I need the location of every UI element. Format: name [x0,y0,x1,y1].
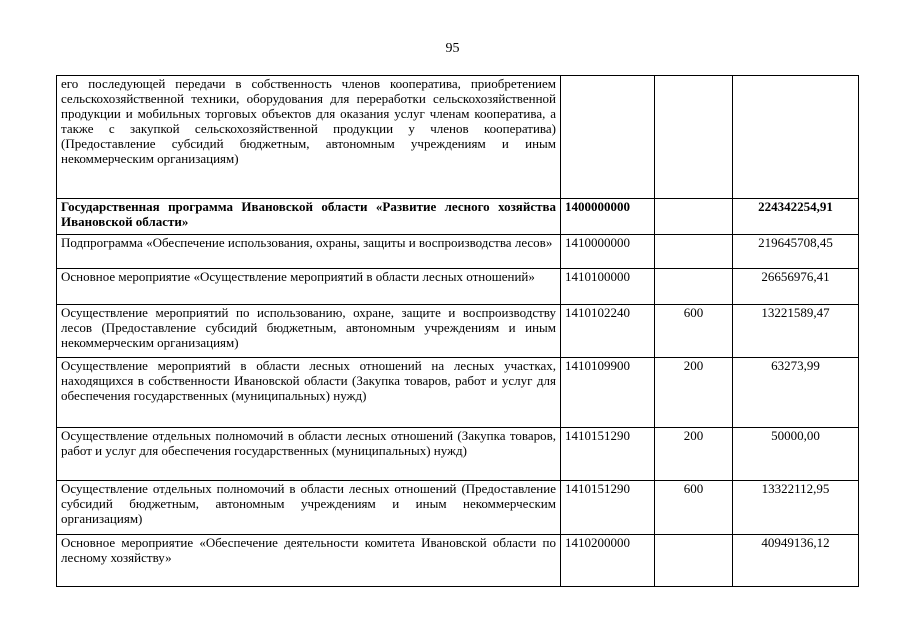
table-row [57,535,859,587]
row-name-cell: Осуществление отдельных полномочий в области лесных отношений (Предоставление субсидий бюджетным, автономным учреждениям и иным некоммерческим организациям) [57,481,561,535]
row-name-cell: Основное мероприятие «Обеспечение деятельности комитета Ивановской области по лесному хозяйству» [57,535,561,587]
row-type-cell [655,269,733,305]
table-row [57,76,859,199]
row-code-cell: 1410200000 [561,535,655,587]
row-sum-cell: 26656976,41 [733,269,859,305]
row-code-cell: 1410102240 [561,305,655,358]
row-type-cell [655,199,733,235]
row-name-cell: Государственная программа Ивановской области «Развитие лесного хозяйства Ивановской области» [57,199,561,235]
row-sum-cell: 13221589,47 [733,305,859,358]
row-code-cell: 1410151290 [561,428,655,481]
row-name-cell: его последующей передачи в собственность членов кооператива, приобретением сельскохозяйственной техники, оборудования для переработки сельскохозяйственной продукции и мобильных торговых объектов для оказания услуг членам кооператива, а также с закупкой сельскохозяйственной продукции у членов кооператива) (Предоставление субсидий бюджетным, автономным учреждениям и иным некоммерческим организациям) [57,76,561,199]
row-code-cell: 1410109900 [561,358,655,428]
row-code-cell: 1400000000 [561,199,655,235]
row-sum-cell [733,76,859,199]
row-name-cell: Подпрограмма «Обеспечение использования, охраны, защиты и воспроизводства лесов» [57,235,561,269]
table-row [57,358,859,428]
row-type-cell: 200 [655,428,733,481]
row-sum-cell: 63273,99 [733,358,859,428]
row-code-cell [561,76,655,199]
row-sum-cell: 50000,00 [733,428,859,481]
budget-table [56,75,859,587]
row-type-cell: 600 [655,481,733,535]
row-type-cell: 600 [655,305,733,358]
row-type-cell: 200 [655,358,733,428]
row-sum-cell: 219645708,45 [733,235,859,269]
row-name-cell: Осуществление отдельных полномочий в области лесных отношений (Закупка товаров, работ и услуг для обеспечения государственных (муниципальных) нужд) [57,428,561,481]
table-row [57,199,859,235]
row-name-cell: Осуществление мероприятий по использованию, охране, защите и воспроизводству лесов (Предоставление субсидий бюджетным, автономным учреждениям и иным некоммерческим организациям) [57,305,561,358]
row-type-cell [655,76,733,199]
table-row [57,481,859,535]
row-type-cell [655,535,733,587]
row-name-cell: Основное мероприятие «Осуществление мероприятий в области лесных отношений» [57,269,561,305]
row-code-cell: 1410100000 [561,269,655,305]
row-code-cell: 1410151290 [561,481,655,535]
table-row [57,305,859,358]
row-sum-cell: 13322112,95 [733,481,859,535]
row-sum-cell: 40949136,12 [733,535,859,587]
row-sum-cell: 224342254,91 [733,199,859,235]
row-type-cell [655,235,733,269]
row-code-cell: 1410000000 [561,235,655,269]
table-row [57,428,859,481]
table-row [57,235,859,269]
row-name-cell: Осуществление мероприятий в области лесных отношений на лесных участках, находящихся в собственности Ивановской области (Закупка товаров, работ и услуг для обеспечения государственных (муниципальных) нужд) [57,358,561,428]
page-number: 95 [445,41,460,56]
table-row [57,269,859,305]
